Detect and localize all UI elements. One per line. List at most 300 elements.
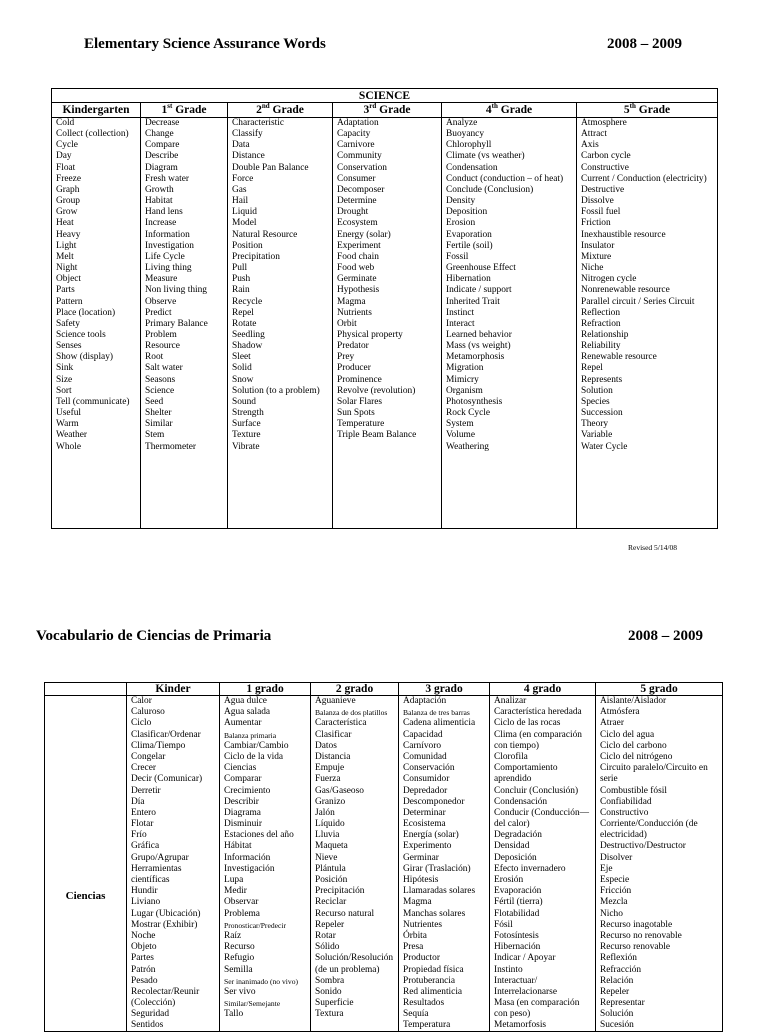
vocab-word: Migration (446, 363, 484, 374)
vocab-word: Ciclo de las rocas (494, 718, 561, 729)
vocab-word: Growth (145, 184, 174, 195)
vocab-word: Water Cycle (581, 441, 628, 452)
vocab-word: Fértil (tierra) (494, 897, 543, 908)
word-list-5th-grade (577, 118, 717, 528)
vocab-word: Metamorphosis (446, 352, 505, 363)
vocab-word: Measure (145, 274, 178, 285)
vocab-word: Hundir (131, 886, 158, 897)
vocab-word: Magma (337, 296, 366, 307)
vocab-word: Constructive (581, 162, 629, 173)
vocab-word: Condensation (446, 162, 498, 173)
vocab-word: Predict (145, 307, 172, 318)
vocab-word: Solution (to a problem) (232, 385, 320, 396)
vocab-word: Similar/Semejante (224, 999, 281, 1009)
vocab-word: Fricción (600, 886, 632, 897)
vocab-word: Push (232, 274, 251, 285)
vocab-word: Fuerza (315, 774, 341, 785)
word-list-2-grado (311, 696, 399, 1031)
vocab-word: Experiment (337, 240, 381, 251)
vocab-word: Recycle (232, 296, 263, 307)
vocab-word: Recurso renovable (600, 942, 671, 953)
vocab-word: Conservation (337, 162, 387, 173)
vocab-word: Textura (315, 1009, 344, 1020)
vocab-word: Pronosticar/Predecir (224, 920, 286, 930)
vocab-word: Repel (232, 307, 254, 318)
vocab-word: Greenhouse Effect (446, 263, 516, 274)
vocab-word: Collect (collection) (56, 129, 129, 140)
vocab-word: Comportamiento aprendido (494, 763, 558, 785)
vocab-word: Erosion (446, 218, 476, 229)
vocab-word: Circuito paralelo/Circuito en serie (600, 763, 708, 785)
vocab-word: Cadena alimenticia (403, 718, 476, 729)
vocab-word: Problema (224, 908, 260, 919)
vocab-word: Balanza de tres barras (403, 708, 470, 718)
vocab-word: Texture (232, 430, 261, 441)
vocab-word: Current / Conduction (electricity) (581, 173, 707, 184)
vocab-word: Clorofila (494, 751, 528, 762)
vocab-word: Carnivore (337, 140, 375, 151)
vocab-word: Sucesión (600, 1020, 634, 1031)
vocab-word: Inherited Trait (446, 296, 500, 307)
grade-header-4th: 4th Grade (442, 103, 577, 117)
vocab-word: Consumer (337, 173, 376, 184)
vocab-word: Temperatura (403, 1020, 451, 1031)
vocab-word: Natural Resource (232, 229, 298, 240)
vocab-word: Night (56, 263, 78, 274)
vocab-word: Position (232, 240, 263, 251)
vocab-word: Fresh water (145, 173, 189, 184)
vocab-word: Precipitación (315, 886, 365, 897)
vocab-word: Protuberancia (403, 975, 456, 986)
word-list-kindergarten (52, 118, 141, 528)
vocab-word: Whole (56, 441, 81, 452)
vocab-word: Aislante/Aislador (600, 696, 667, 706)
vocab-word: Determine (337, 196, 377, 207)
vocab-word: Day (56, 151, 72, 162)
vocab-word: Parts (56, 285, 75, 296)
vocab-word: Nonrenewable resource (581, 285, 670, 296)
word-list-3-grado (399, 696, 490, 1031)
vocab-word: Solución/Resolución (de un problema) (315, 953, 394, 975)
vocab-word: Órbita (403, 930, 427, 941)
vocab-word: Nutrientes (403, 919, 443, 930)
vocab-word: Especie (600, 875, 630, 885)
vocab-word: Similar (145, 419, 173, 430)
spanish-vocabulary-table (44, 682, 723, 1032)
grade-header-2nd: 2nd Grade (228, 103, 333, 117)
vocab-word: Solid (232, 363, 252, 374)
vocab-word: Recurso no renovable (600, 930, 682, 941)
vocab-word: Model (232, 218, 257, 229)
vocab-word: Size (56, 374, 73, 385)
vocab-word: Drought (337, 207, 369, 218)
vocab-word: Crecer (131, 763, 156, 774)
vocab-word: Fotosíntesis (494, 930, 539, 941)
vocab-word: Root (145, 352, 164, 363)
vocab-word: Calor (131, 696, 152, 706)
vocab-word: Light (56, 240, 77, 251)
vocab-word: Force (232, 173, 254, 184)
vocab-word: Hibernación (494, 942, 541, 953)
vocab-word: Density (446, 196, 476, 207)
vocab-word: Double Pan Balance (232, 162, 309, 173)
vocab-word: Atmosphere (581, 118, 627, 128)
vocab-word: Characteristic (232, 118, 285, 128)
vocab-word: Food chain (337, 251, 379, 262)
vocab-word: Fossil (446, 251, 469, 262)
vocab-word: Mass (vs weight) (446, 341, 511, 352)
vocab-word: Ser vivo (224, 986, 256, 997)
vocab-word: Physical property (337, 329, 403, 340)
english-grade-header-row (52, 103, 717, 118)
vocab-word: Observar (224, 897, 259, 908)
vocab-word: Característica heredada (494, 707, 582, 718)
vocab-word: Useful (56, 408, 81, 419)
vocab-word: Jalón (315, 807, 335, 818)
vocab-word: Weather (56, 430, 87, 441)
vocab-word: Investigación (224, 863, 275, 874)
vocab-word: Atmósfera (600, 707, 640, 718)
vocab-word: Característica (315, 718, 367, 729)
vocab-word: Destructivo/Destructor (600, 841, 686, 852)
vocab-word: Deposición (494, 852, 537, 863)
vocab-word: Liquid (232, 207, 257, 218)
vocab-word: Raíz (224, 930, 242, 941)
vocab-word: Aumentar (224, 718, 262, 729)
vocab-word: Seasons (145, 374, 176, 385)
vocab-word: Interactuar/ Interrelacionarse (494, 975, 557, 997)
vocab-word: Superficie (315, 998, 354, 1009)
vocab-word: Increase (145, 218, 177, 229)
word-list-1-grado (220, 696, 311, 1031)
grade-header-3-grado: 3 grado (399, 683, 490, 695)
vocab-word: Disminuir (224, 819, 263, 830)
vocab-word: Variable (581, 430, 613, 441)
vocab-word: Weathering (446, 441, 489, 452)
row-label-ciencias: Ciencias (45, 696, 127, 1031)
vocab-word: Conclude (Conclusion) (446, 184, 534, 195)
vocab-word: Species (581, 396, 610, 407)
spanish-year: 2008 – 2009 (628, 628, 703, 644)
vocab-word: Estaciones del año (224, 830, 294, 841)
vocab-word: Analyze (446, 118, 478, 128)
vocab-word: Experimento (403, 841, 452, 852)
vocab-word: Decrease (145, 118, 180, 128)
vocab-word: Grow (56, 207, 78, 218)
vocab-word: Descomponedor (403, 796, 465, 807)
vocab-word: Capacity (337, 129, 371, 140)
english-year: 2008 – 2009 (607, 36, 682, 52)
vocab-word: Succession (581, 408, 623, 419)
vocab-word: Sun Spots (337, 408, 375, 419)
grade-header-3rd: 3rd Grade (333, 103, 442, 117)
vocab-word: Lluvia (315, 830, 340, 841)
vocab-word: Axis (581, 140, 599, 151)
vocab-word: Distancia (315, 751, 351, 762)
vocab-word: Strength (232, 408, 264, 419)
vocab-word: Tallo (224, 1009, 244, 1020)
vocab-word: Niche (581, 263, 604, 274)
vocab-word: Deposition (446, 207, 488, 218)
vocab-word: Lugar (Ubicación) (131, 908, 201, 919)
vocab-word: Agua salada (224, 707, 271, 718)
vocab-word: Food web (337, 263, 375, 274)
vocab-word: Diagram (145, 162, 178, 173)
vocab-word: Información (224, 852, 271, 863)
vocab-word: Solución (600, 1009, 634, 1020)
vocab-word: Reflection (581, 307, 621, 318)
vocab-word: Semilla (224, 964, 253, 975)
vocab-word: Describir (224, 796, 259, 807)
vocab-word: Chlorophyll (446, 140, 492, 151)
vocab-word: Noche (131, 930, 156, 941)
vocab-word: Germinar (403, 852, 439, 863)
vocab-word: Hábitat (224, 841, 252, 852)
vocab-word: Heavy (56, 229, 81, 240)
vocab-word: Recurso (224, 942, 255, 953)
vocab-word: Theory (581, 419, 609, 430)
vocab-word: Disolver (600, 852, 633, 863)
vocab-word: Freeze (56, 173, 81, 184)
vocab-word: Parallel circuit / Series Circuit (581, 296, 695, 307)
vocab-word: Comunidad (403, 751, 447, 762)
vocab-word: Germinate (337, 274, 377, 285)
vocab-word: Efecto invernadero (494, 863, 566, 874)
vocab-word: Confiabilidad (600, 796, 652, 807)
english-title: Elementary Science Assurance Words (84, 36, 326, 52)
vocab-word: Derretir (131, 785, 161, 796)
vocab-word: Instinct (446, 307, 475, 318)
vocab-word: Solution (581, 385, 613, 396)
vocab-word: Hibernation (446, 274, 491, 285)
vocab-word: Relationship (581, 329, 629, 340)
vocab-word: Consumidor (403, 774, 450, 785)
word-list-kinder (127, 696, 220, 1031)
vocab-word: Evaporation (446, 229, 492, 240)
vocab-word: Show (display) (56, 352, 114, 363)
grade-header-5th: 5th Grade (623, 103, 671, 116)
vocab-word: Relación (600, 975, 634, 986)
vocab-word: Stem (145, 430, 165, 441)
vocab-word: Warm (56, 419, 79, 430)
vocab-word: Crecimiento (224, 785, 271, 796)
grade-header-kinder: Kinder (127, 683, 220, 695)
vocab-word: Ciclo del carbono (600, 740, 667, 751)
vocab-word: Plántula (315, 863, 346, 874)
vocab-word: Objeto (131, 942, 157, 953)
grade-header-1st: 1st Grade (141, 103, 228, 117)
vocab-word: Aguanieve (315, 696, 356, 706)
grade-header-kindergarten: Kindergarten (52, 103, 141, 117)
vocab-word: Decomposer (337, 184, 385, 195)
vocab-word: Conduct (conduction – of heat) (446, 173, 564, 184)
vocab-word: Attract (581, 129, 608, 140)
vocab-word: Gas (232, 184, 247, 195)
vocab-word: Object (56, 274, 81, 285)
vocab-word: Comparar (224, 774, 262, 785)
vocab-word: Adaptation (337, 118, 379, 128)
vocab-word: Agua dulce (224, 696, 267, 706)
vocab-word: Nicho (600, 908, 623, 919)
vocab-word: Diagrama (224, 807, 261, 818)
word-list-5-grado (596, 696, 722, 1031)
spanish-word-row (45, 696, 722, 1031)
vocab-word: Flotabilidad (494, 908, 540, 919)
spanish-title: Vocabulario de Ciencias de Primaria (36, 628, 272, 644)
vocab-word: Surface (232, 419, 261, 430)
vocab-word: Fósil (494, 919, 513, 930)
science-section-header: SCIENCE (52, 89, 717, 103)
vocab-word: Pattern (56, 296, 83, 307)
vocab-word: Mimicry (446, 374, 479, 385)
vocab-word: Sombra (315, 975, 345, 986)
vocab-word: Carbon cycle (581, 151, 631, 162)
grade-header-2-grado: 2 grado (311, 683, 399, 695)
vocab-word: Primary Balance (145, 318, 208, 329)
vocab-word: Ciclo de la vida (224, 751, 284, 762)
vocab-word: Group (56, 196, 80, 207)
vocab-word: Refracción (600, 964, 642, 975)
vocab-word: Sequía (403, 1009, 429, 1020)
vocab-word: Red alimenticia (403, 986, 463, 997)
word-list-4-grado (490, 696, 596, 1031)
vocab-word: Sink (56, 363, 74, 374)
grade-header-5-grado: 5 grado (640, 683, 678, 695)
vocab-word: Ciclo (131, 718, 152, 729)
vocab-word: Life Cycle (145, 251, 185, 262)
vocab-word: Energy (solar) (337, 229, 391, 240)
vocab-word: Medir (224, 886, 247, 897)
vocab-word: Sound (232, 396, 256, 407)
vocab-word: Girar (Traslación) (403, 863, 471, 874)
vocab-word: Buoyancy (446, 129, 485, 140)
word-list-2nd-grade (228, 118, 333, 528)
grade-header-1-grado: 1 grado (220, 683, 311, 695)
revised-date: Revised 5/14/08 (628, 543, 677, 552)
vocab-word: Depredador (403, 785, 448, 796)
vocab-word: Volume (446, 430, 475, 441)
english-vocabulary-table (51, 88, 718, 529)
vocab-word: Datos (315, 740, 337, 751)
vocab-word: Atraer (600, 718, 624, 729)
vocab-word: Clasificar (315, 729, 352, 740)
vocab-word: Shelter (145, 408, 172, 419)
vocab-word: Mostrar (Exhibir) (131, 919, 198, 930)
vocab-word: Clima (en comparación con tiempo) (494, 729, 582, 751)
vocab-word: Insulator (581, 240, 615, 251)
vocab-word: Propiedad física (403, 964, 464, 975)
vocab-word: Hail (232, 196, 249, 207)
vocab-word: Adaptación (403, 696, 447, 706)
vocab-word: Flotar (131, 819, 154, 830)
vocab-word: Seguridad (131, 1009, 170, 1020)
vocab-word: Energía (solar) (403, 830, 459, 841)
vocab-word: Repeler (600, 986, 630, 997)
vocab-word: Learned behavior (446, 329, 512, 340)
vocab-word: Graph (56, 184, 80, 195)
vocab-word: Describe (145, 151, 179, 162)
vocab-word: Sort (56, 385, 72, 396)
vocab-word: Patrón (131, 964, 156, 975)
vocab-word: Vibrate (232, 441, 260, 452)
vocab-word: Llamaradas solares (403, 886, 476, 897)
vocab-word: Resultados (403, 998, 445, 1009)
vocab-word: Sentidos (131, 1020, 164, 1031)
vocab-word: Instinto (494, 964, 523, 975)
vocab-word: Triple Beam Balance (337, 430, 417, 441)
vocab-word: Congelar (131, 751, 166, 762)
vocab-word: Place (location) (56, 307, 116, 318)
vocab-word: Resource (145, 341, 180, 352)
vocab-word: Conducir (Conducción— del calor) (494, 807, 590, 830)
vocab-word: Recurso natural (315, 908, 375, 919)
vocab-word: Gráfica (131, 841, 160, 852)
vocab-word: Reliability (581, 341, 621, 352)
word-list-3rd-grade (333, 118, 442, 528)
vocab-word: Rock Cycle (446, 408, 491, 419)
vocab-word: Condensación (494, 796, 548, 807)
vocab-word: Representar (600, 998, 645, 1009)
vocab-word: Mezcla (600, 897, 628, 908)
vocab-word: Revolve (revolution) (337, 385, 416, 396)
vocab-word: Reciclar (315, 897, 347, 908)
vocab-word: Hypothesis (337, 285, 380, 296)
vocab-word: Decir (Comunicar) (131, 774, 203, 785)
word-list-4th-grade (442, 118, 577, 528)
vocab-word: Granizo (315, 796, 346, 807)
vocab-word: Productor (403, 953, 440, 964)
vocab-word: Rotar (315, 930, 336, 941)
grade-header-4-grado: 4 grado (490, 683, 596, 695)
vocab-word: Problem (145, 329, 177, 340)
vocab-word: Seedling (232, 329, 265, 340)
vocab-word: Sólido (315, 942, 340, 953)
vocab-word: Rain (232, 285, 250, 296)
vocab-word: Melt (56, 251, 74, 262)
vocab-word: Ser inanimado (no vivo) (224, 976, 299, 986)
vocab-word: Refraction (581, 318, 621, 329)
vocab-word: Inexhaustible resource (581, 229, 666, 240)
vocab-word: Photosynthesis (446, 396, 503, 407)
vocab-word: Maqueta (315, 841, 348, 852)
vocab-word: Indicate / support (446, 285, 512, 296)
vocab-word: Prominence (337, 374, 382, 385)
vocab-word: Entero (131, 807, 156, 818)
vocab-word: Herramientas científicas (131, 863, 182, 885)
vocab-word: Temperature (337, 419, 385, 430)
vocab-word: Heat (56, 218, 74, 229)
vocab-word: Balanza primaria (224, 730, 277, 740)
vocab-word: Precipitation (232, 251, 280, 262)
vocab-word: Manchas solares (403, 908, 466, 919)
vocab-word: Analizar (494, 696, 527, 706)
spanish-grade-header-row (45, 683, 722, 696)
vocab-word: Nutrients (337, 307, 372, 318)
vocab-word: Represents (581, 374, 623, 385)
vocab-word: Science tools (56, 329, 106, 340)
vocab-word: Ecosystem (337, 218, 378, 229)
vocab-word: Ecosistema (403, 819, 446, 830)
vocab-word: Caluroso (131, 707, 165, 718)
vocab-word: Evaporación (494, 886, 542, 897)
vocab-word: Nitrogen cycle (581, 274, 637, 285)
word-list-1st-grade (141, 118, 228, 528)
vocab-word: Fertile (soil) (446, 240, 493, 251)
vocab-word: Gas/Gaseoso (315, 785, 364, 796)
vocab-word: Thermometer (145, 441, 197, 452)
vocab-word: Shadow (232, 341, 263, 352)
vocab-word: Concluir (Conclusión) (494, 785, 579, 796)
